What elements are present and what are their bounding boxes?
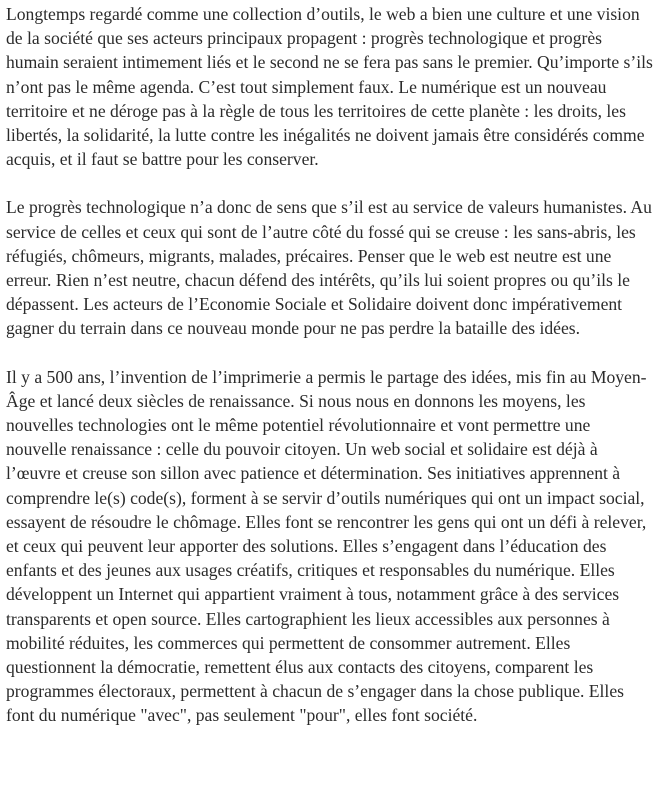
paragraph-1: Longtemps regardé comme une collection d’outils, le web a bien une culture et une vision de la société que ses acteurs principaux propagent : progrès technologique et progrès humain seraient intimement liés et le second ne se fera pas sans le premier. Qu’importe s’ils n’ont pas le même agenda. C’est tout simplement faux. Le numérique est un nouveau territoire et ne déroge pas à la règle de tous les territoires de cette planète : les droits, les libertés, la solidarité, la lutte contre les inégalités ne doivent jamais être considérés comme acquis, et il faut se battre pour les conserver. xyxy=(6,4,653,170)
paragraph-3: Il y a 500 ans, l’invention de l’imprimerie a permis le partage des idées, mis fin au Moyen-Âge et lancé deux siècles de renaissance. Si nous nous en donnons les moyens, les nouvelles technologies ont le même potentiel révolutionnaire et vont permettre une nouvelle renaissance : celle du pouvoir citoyen. Un web social et solidaire est déjà à l’œuvre et creuse son sillon avec patience et détermination. Ses initiatives apprennent à comprendre le(s) code(s), forment à se servir d’outils numériques qui ont un impact social, essayent de résoudre le chômage. Elles font se rencontrer les gens qui ont un défi à relever, et ceux qui peuvent leur apporter des solutions. Elles s’engagent dans l’éducation des enfants et des jeunes aux usages créatifs, critiques et responsables du numérique. Elles développent un Internet qui appartient vraiment à tous, notamment grâce à des services transparents et open source. Elles cartographient les lieux accessibles aux personnes à mobilité réduites, les commerces qui permettent de consommer autrement. Elles questionnent la démocratie, remettent élus aux contacts des citoyens, comparent les programmes électoraux, permettent à chacun de s’engager dans la chose publique. Elles font du numérique "avec", pas seulement "pour", elles font société. xyxy=(6,366,647,726)
paragraph-2: Le progrès technologique n’a donc de sens que s’il est au service de valeurs humanistes. Au service de celles et ceux qui sont de l’autre côté du fossé qui se creuse : les sans-abris, les réfugiés, chômeurs, migrants, malades, précaires. Penser que le web est neutre est une erreur. Rien n’est neutre, chacun défend des intérêts, qu’ils lui soient propres ou qu’ils le dépassent. Les acteurs de l’Economie Sociale et Solidaire doivent donc impérativement gagner du terrain dans ce nouveau monde pour ne pas perdre la bataille des idées. xyxy=(6,197,652,339)
